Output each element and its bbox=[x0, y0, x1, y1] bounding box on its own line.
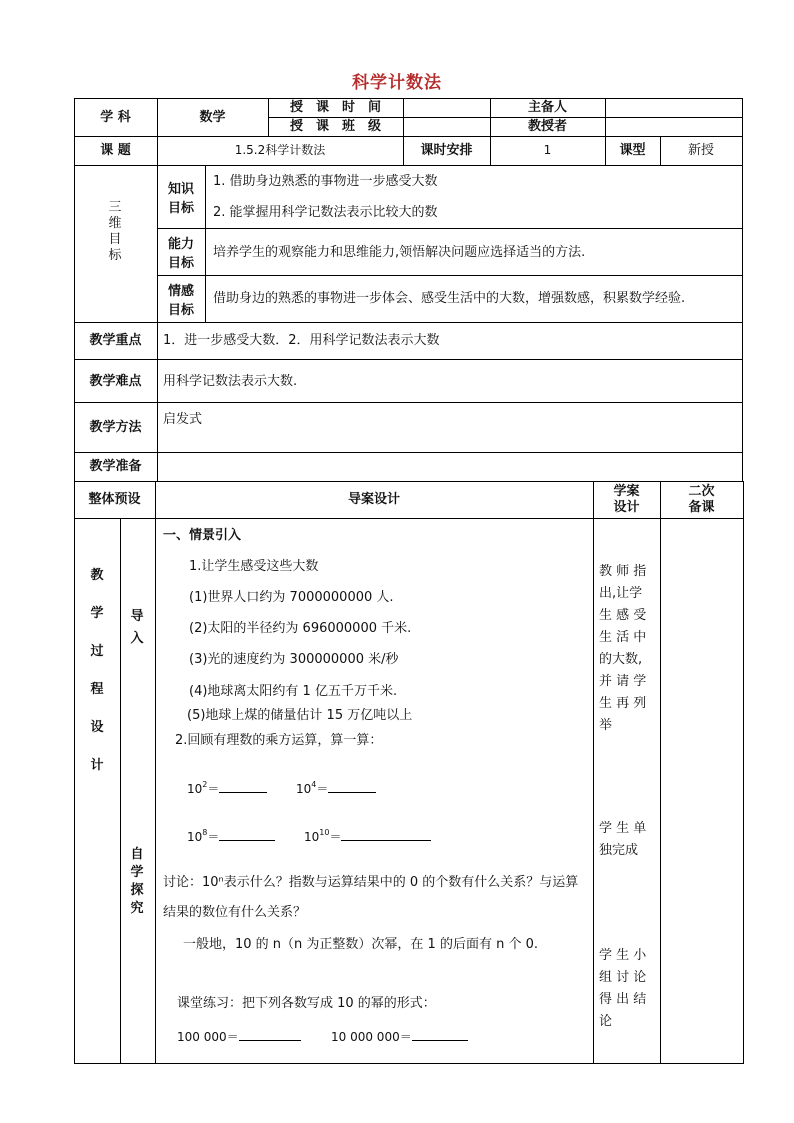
power-10-2: $10^2=$ bbox=[187, 780, 267, 795]
table-border bbox=[74, 98, 742, 99]
topic-value: 1.5.2科学计数法 bbox=[234, 143, 326, 157]
table-border bbox=[742, 98, 743, 482]
fact-2: (2)太阳的半径约为 696000000 千米. bbox=[189, 621, 412, 636]
schedule-value: 1 bbox=[543, 143, 552, 157]
table-border bbox=[157, 275, 742, 276]
schedule-label: 课时安排 bbox=[420, 143, 473, 158]
table-border bbox=[743, 481, 744, 1064]
teacher-label: 教授者 bbox=[527, 119, 567, 134]
table-border bbox=[74, 452, 742, 453]
intro-label: 导 入 bbox=[130, 609, 144, 646]
study-note-3: 学 生 小组 讨 论得 出 结论 bbox=[599, 948, 647, 1029]
difficulties-label: 教学难点 bbox=[89, 374, 142, 389]
three-dim-goals-label: 三 维 目 标 bbox=[108, 200, 122, 263]
general-rule: 一般地，10 的 n（n 为正整数）次幂，在 1 的后面有 n 个 0. bbox=[183, 937, 538, 952]
key-points-value: 1．进一步感受大数．2．用科学记数法表示大数 bbox=[163, 333, 440, 348]
table-border bbox=[74, 322, 742, 323]
knowledge-label: 知识 目标 bbox=[167, 182, 194, 216]
table-border bbox=[74, 1063, 744, 1064]
table-border bbox=[205, 165, 206, 323]
table-border bbox=[74, 165, 742, 166]
type-value: 新授 bbox=[687, 143, 714, 158]
class-label: 授 课 班 级 bbox=[289, 119, 381, 134]
table-border bbox=[74, 136, 742, 137]
page-title: 科学计数法 bbox=[352, 73, 442, 93]
ability-label: 能力 目标 bbox=[167, 237, 194, 271]
method-label: 教学方法 bbox=[89, 420, 142, 435]
overall-label: 整体预设 bbox=[88, 492, 141, 507]
item2: 2.回顾有理数的乘方运算，算一算： bbox=[175, 733, 383, 748]
difficulties-value: 用科学记数法表示大数. bbox=[163, 374, 298, 389]
power-10-4: $10^4=$ bbox=[296, 780, 376, 795]
preparer-label: 主备人 bbox=[527, 100, 567, 115]
ability-text: 培养学生的观察能力和思维能力,领悟解决问题应选择适当的方法. bbox=[213, 245, 586, 260]
table-border bbox=[74, 359, 742, 360]
practice-item-1: 100 000＝ bbox=[177, 1028, 301, 1043]
table-border bbox=[155, 481, 156, 1064]
emotion-text: 借助身边的熟悉的事物进一步体会、感受生活中的大数，增强数感，积累数学经验. bbox=[213, 291, 686, 306]
table-border bbox=[74, 402, 742, 403]
time-label: 授 课 时 间 bbox=[289, 100, 381, 115]
table-border bbox=[593, 481, 594, 1064]
table-border bbox=[74, 518, 744, 519]
key-points-label: 教学重点 bbox=[89, 333, 142, 348]
power-10-10: $10^{10}=$ bbox=[304, 828, 431, 843]
discussion-text: 讨论：10ⁿ表示什么？指数与运算结果中的 0 的个数有什么关系？与运算结果的数位有什么关系？ bbox=[163, 875, 579, 920]
fact-1: (1)世界人口约为 7000000000 人. bbox=[189, 590, 394, 605]
study-note-2: 学 生 单独完成 bbox=[599, 821, 647, 858]
fact-5: (5)地球上煤的储量估计 15 万亿吨以上 bbox=[187, 708, 413, 723]
study-design-label: 学案 设计 bbox=[613, 484, 640, 515]
topic-label: 课 题 bbox=[100, 143, 131, 158]
subject-label: 学 科 bbox=[100, 110, 131, 125]
subject-value: 数学 bbox=[199, 110, 226, 125]
table-border bbox=[120, 518, 121, 1064]
table-border bbox=[157, 228, 742, 229]
practice-item-2: 10 000 000＝ bbox=[331, 1028, 468, 1043]
table-border bbox=[660, 481, 661, 1064]
preparation-label: 教学准备 bbox=[89, 459, 142, 474]
emotion-label: 情感 目标 bbox=[167, 284, 194, 318]
fact-3: (3)光的速度约为 300000000 米/秒 bbox=[189, 652, 399, 667]
section1-title: 一、情景引入 bbox=[163, 528, 242, 543]
knowledge-item-1: 1. 借助身边熟悉的事物进一步感受大数 bbox=[213, 174, 438, 189]
explore-label: 自 学 探 究 bbox=[130, 847, 144, 916]
method-value: 启发式 bbox=[163, 412, 203, 427]
practice-text: 课堂练习：把下列各数写成 10 的幂的形式： bbox=[177, 996, 436, 1011]
second-prep-label: 二次 备课 bbox=[688, 484, 715, 515]
table-border bbox=[74, 98, 75, 1064]
fact-4: (4)地球离太阳约有 1 亿五千万千米. bbox=[189, 684, 398, 699]
table-border bbox=[74, 481, 744, 482]
power-10-8: $10^8=$ bbox=[187, 828, 275, 843]
knowledge-item-2: 2. 能掌握用科学记数法表示比较大的数 bbox=[213, 205, 438, 220]
process-label: 教 学 过 程 设 计 bbox=[90, 568, 104, 773]
table-border bbox=[268, 117, 742, 118]
study-note-1: 教 师 指出,让学生 感 受生 活 中的大数,并 请 学生 再 列举 bbox=[599, 564, 647, 733]
type-label: 课型 bbox=[619, 143, 646, 158]
guide-design-label: 导案设计 bbox=[347, 492, 400, 507]
item1: 1.让学生感受这些大数 bbox=[189, 559, 319, 574]
